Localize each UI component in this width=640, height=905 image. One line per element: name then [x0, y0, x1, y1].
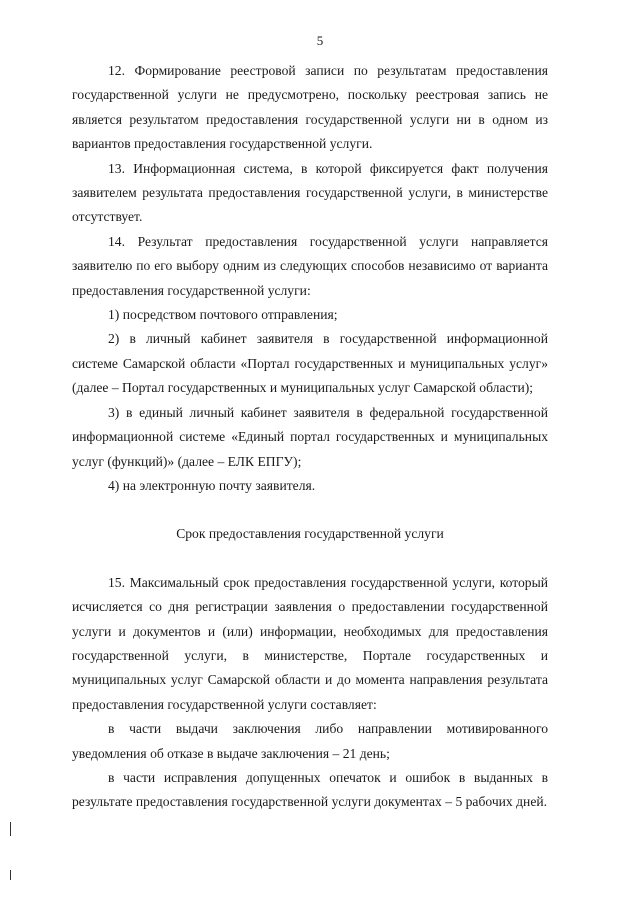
paragraph-13: 13. Информационная система, в которой фиксируется факт получения заявителем результата предоставления государственной услуги, в министерстве отсутствует. — [72, 160, 548, 225]
paragraph-14: 14. Результат предоставления государственной услуги направляется заявителю по его выбору одним из следующих способов независимо от варианта предоставления государственной услуги: — [72, 233, 548, 298]
list-item-4: 4) на электронную почту заявителя. — [108, 477, 316, 493]
page-number: 5 — [316, 33, 324, 48]
document-body — [72, 59, 548, 815]
margin-scan-mark — [10, 822, 11, 836]
list-item-2: 2) в личный кабинет заявителя в государственной информационной системе Самарской области «Портал государственных и муниципальных услуг» (далее – Портал государственных и муниципальных услуг Самарской области); — [72, 331, 548, 396]
margin-scan-mark — [10, 870, 11, 880]
paragraph-12: 12. Формирование реестровой записи по результатам предоставления государственной услуги не предусмотрено, поскольку реестровая запись не является результатом предоставления государственной услуги ни в одном из вариантов предоставления государственной услуги. — [72, 63, 548, 152]
section-heading: Срок предоставления государственной услуги — [176, 526, 444, 542]
term-corrections: в части исправления допущенных опечаток и ошибок в выданных в результате предоставления государственной услуги документах – 5 рабочих дней. — [72, 769, 548, 810]
list-item-3: 3) в единый личный кабинет заявителя в федеральной государственной информационной системе «Единый портал государственных и муниципальных услуг (функций)» (далее – ЕЛК ЕПГУ); — [72, 404, 548, 469]
term-conclusion: в части выдачи заключения либо направлении мотивированного уведомления об отказе в выдаче заключения – 21 день; — [72, 721, 548, 761]
paragraph-15: 15. Максимальный срок предоставления государственной услуги, который исчисляется со дня регистрации заявления о предоставлении государственной услуги и документов и (или) информации, необходимых для предоставления государственной услуги, в министерстве, Портале государственных и муниципальных услуг Самарской области и до момента направления результата предоставления государственной услуги составляет: — [72, 574, 548, 712]
list-item-1: 1) посредством почтового отправления; — [108, 307, 338, 323]
